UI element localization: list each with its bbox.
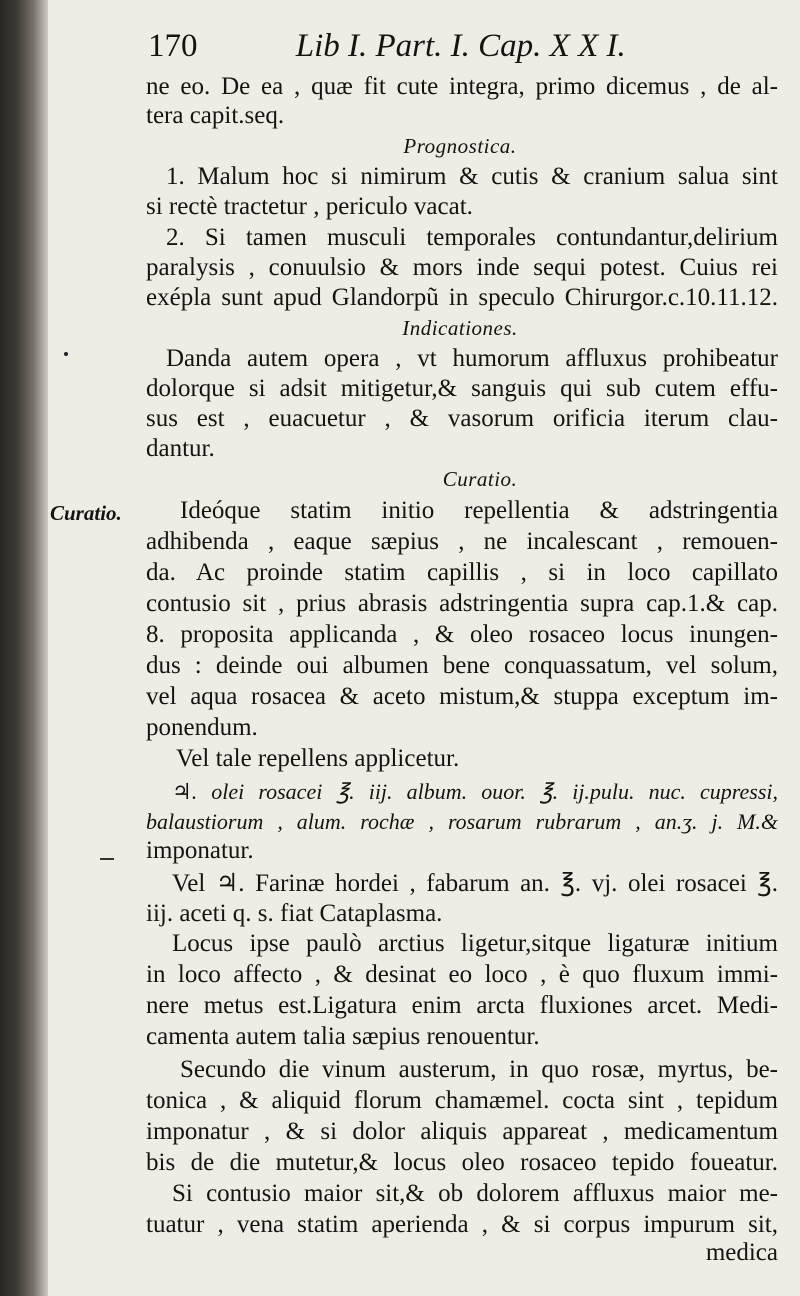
text-line: Secundo die vinum austerum, in quo rosæ, myrtus, be- [180, 1056, 778, 1083]
book-gutter [0, 0, 48, 1296]
text-line: Vel tale repellens applicetur. [176, 745, 460, 772]
recipe-line: ♃. olei rosacei ℥. iij. album. ouor. ℥. ij.pulu. nuc. cupressi, [172, 779, 778, 804]
text-line: 2. Si tamen musculi temporales contundantur,delirium [166, 224, 778, 251]
text-line: tera capit.seq. [146, 102, 285, 129]
text-line: in loco affecto , & desinat eo loco , è quo fluxum immi- [146, 961, 778, 988]
heading-indicationes: Indicationes. [402, 316, 518, 340]
margin-mark [100, 858, 114, 860]
text-line: ponendum. [146, 714, 258, 741]
text-line: tuatur , vena statim aperienda , & si corpus impurum sit, [146, 1211, 778, 1238]
recipe-line: balaustiorum , alum. rochæ , rosarum rubrarum , an.ʒ. j. M.& [146, 809, 778, 834]
text-line: dus : deinde oui albumen bene conquassatum, vel solum, [146, 652, 778, 679]
text-line: ne eo. De ea , quæ fit cute integra, primo dicemus , de al- [146, 73, 778, 100]
text-line: 1. Malum hoc si nimirum & cutis & cranium salua sint [166, 163, 778, 190]
recipe-line: iij. aceti q. s. fiat Cataplasma. [146, 900, 443, 927]
text-line: vel aqua rosacea & aceto mistum,& stuppa exceptum im- [146, 683, 778, 710]
page-header [148, 26, 626, 66]
margin-note-curatio: Curatio. [50, 501, 122, 525]
text-line: camenta autem talia sæpius renouentur. [146, 1023, 540, 1050]
text-line: imponatur. [146, 837, 254, 864]
page-number: 170 [148, 28, 198, 64]
ink-spot [64, 352, 68, 356]
text-line: adhibenda , eaque sæpius , ne incalescant , remouen- [146, 528, 778, 555]
text-line: Locus ipse paulò arctius ligetur,sitque ligaturæ initium [172, 930, 778, 957]
text-line: contusio sit , prius abrasis adstringentia supra cap.1.& cap. [146, 590, 778, 617]
text-line: dolorque si adsit mitigetur,& sanguis qui sub cutem effu- [146, 375, 778, 402]
text-line: bis de die mutetur,& locus oleo rosaceo tepido foueatur. [146, 1149, 778, 1176]
text-line: si rectè tractetur , periculo vacat. [146, 193, 473, 220]
heading-curatio: Curatio. [442, 467, 518, 491]
text-line: dantur. [146, 435, 215, 462]
text-line: 8. proposita applicanda , & oleo rosaceo locus inungen- [146, 621, 778, 648]
running-title: Lib I. Part. I. Cap. X X I. [295, 28, 626, 64]
text-line: paralysis , conuulsio & mors inde sequi potest. Cuius rei [146, 254, 778, 281]
text-line: exépla sunt apud Glandorpũ in speculo Chirurgor.c.10.11.12. [146, 284, 778, 311]
text-line: Si contusio maior sit,& ob dolorem affluxus maior me- [172, 1180, 778, 1207]
text-line: da. Ac proinde statim capillis , si in loco capillato [146, 559, 778, 586]
catchword: medica [705, 1239, 778, 1266]
text-line: imponatur , & si dolor aliquis appareat , medicamentum [146, 1118, 778, 1145]
text-line: tonica , & aliquid florum chamæmel. cocta sint , tepidum [146, 1087, 778, 1114]
text-line: nere metus est.Ligatura enim arcta fluxiones arcet. Medi- [146, 992, 778, 1019]
text-line: Ideóque statim initio repellentia & adstringentia [180, 497, 778, 524]
recipe-line: Vel ♃. Farinæ hordei , fabarum an. ℥. vj. olei rosacei ℥. [172, 870, 778, 897]
text-line: sus est , euacuetur , & vasorum orificia iterum clau- [146, 405, 778, 432]
text-line: Danda autem opera , vt humorum affluxus prohibeatur [166, 345, 778, 372]
heading-prognostica: Prognostica. [403, 134, 517, 158]
